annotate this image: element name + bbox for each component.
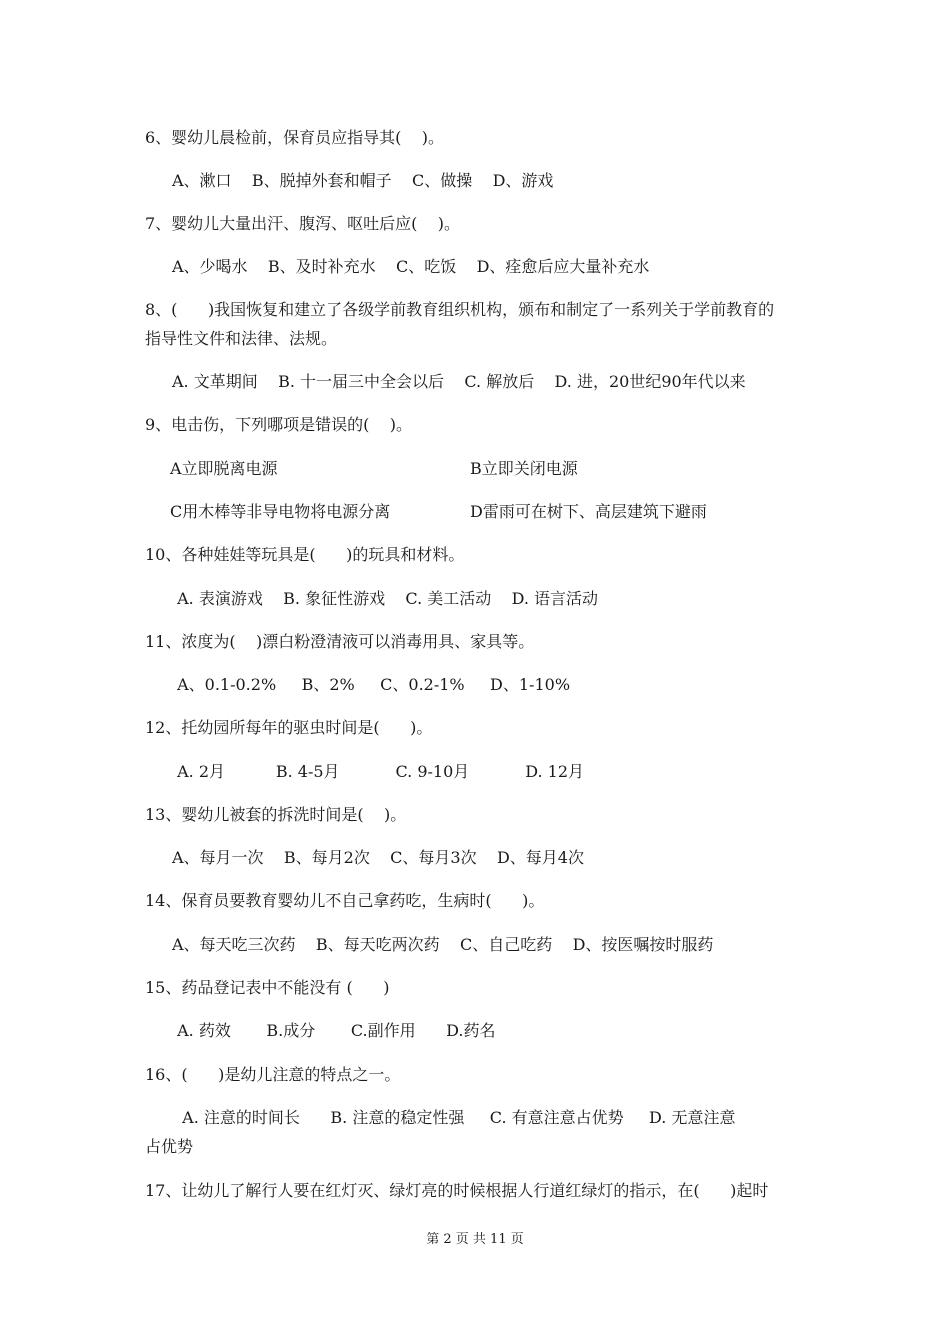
question-17: 17、让幼儿了解行人要在红灯灭、绿灯亮的时候根据人行道红绿灯的指示，在( )起时 xyxy=(145,1181,769,1200)
question-9: 9、电击伤，下列哪项是错误的( )。 xyxy=(145,415,413,434)
question-12-options: A. 2月 B. 4-5月 C. 9-10月 D. 12月 xyxy=(172,762,585,781)
question-14: 14、保育员要教育婴幼儿不自己拿药吃，生病时( )。 xyxy=(145,891,545,910)
question-13: 13、婴幼儿被套的拆洗时间是( )。 xyxy=(145,805,407,824)
question-14-options: A、每天吃三次药 B、每天吃两次药 C、自己吃药 D、按医嘱按时服药 xyxy=(172,935,714,954)
question-12: 12、托幼园所每年的驱虫时间是( )。 xyxy=(145,718,433,737)
question-7: 7、婴幼儿大量出汗、腹泻、呕吐后应( )。 xyxy=(145,214,461,233)
question-9-option-a: A立即脱离电源 xyxy=(170,459,278,478)
question-6: 6、婴幼儿晨检前，保育员应指导其( )。 xyxy=(145,128,445,147)
question-16-options: A. 注意的时间长 B. 注意的稳定性强 C. 有意注意占优势 D. 无意注意 xyxy=(172,1108,736,1127)
question-10-options: A. 表演游戏 B. 象征性游戏 C. 美工活动 D. 语言活动 xyxy=(172,589,599,608)
question-15: 15、药品登记表中不能没有 ( ) xyxy=(145,978,390,997)
question-10: 10、各种娃娃等玩具是( )的玩具和材料。 xyxy=(145,545,465,564)
question-15-options: A. 药效 B.成分 C.副作用 D.药名 xyxy=(172,1021,496,1040)
question-9-option-d: D雷雨可在树下、高层建筑下避雨 xyxy=(470,502,707,521)
page-footer: 第 2 页 共 11 页 xyxy=(426,1232,524,1247)
question-8: 8、( )我国恢复和建立了各级学前教育组织机构，颁布和制定了一系列关于学前教育的 xyxy=(145,300,775,319)
question-8-cont: 指导性文件和法律、法规。 xyxy=(145,329,338,348)
question-13-options: A、每月一次 B、每月2次 C、每月3次 D、每月4次 xyxy=(172,848,584,867)
question-16: 16、( )是幼儿注意的特点之一。 xyxy=(145,1065,401,1084)
question-11-options: A、0.1-0.2% B、2% C、0.2-1% D、1-10% xyxy=(172,675,571,694)
question-6-options: A、漱口 B、脱掉外套和帽子 C、做操 D、游戏 xyxy=(172,171,554,190)
question-11: 11、浓度为( )漂白粉澄清液可以消毒用具、家具等。 xyxy=(145,632,535,651)
question-8-options: A. 文革期间 B. 十一届三中全会以后 C. 解放后 D. 进，20世纪90年代以来 xyxy=(172,372,746,391)
question-7-options: A、少喝水 B、及时补充水 C、吃饭 D、痊愈后应大量补充水 xyxy=(172,257,650,276)
question-9-option-c: C用木棒等非导电物将电源分离 xyxy=(170,502,391,521)
question-16-options-cont: 占优势 xyxy=(145,1137,194,1156)
question-9-option-b: B立即关闭电源 xyxy=(470,459,578,478)
